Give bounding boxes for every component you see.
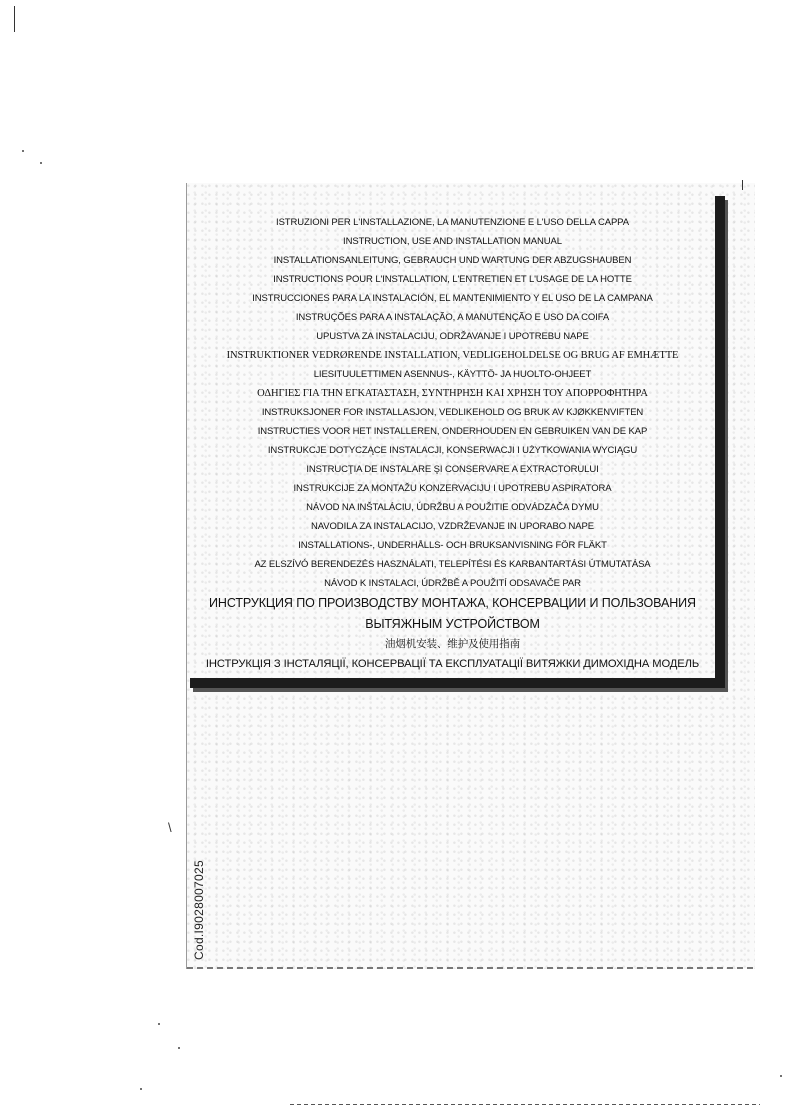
title-line-cs: NÁVOD K INSTALACI, ÚDRŽBĚ A POUŽITÍ ODSAVAČE PAR bbox=[324, 578, 581, 589]
title-line-it: ISTRUZIONI PER L'INSTALLAZIONE, LA MANUTENZIONE E L'USO DELLA CAPPA bbox=[276, 217, 629, 228]
title-line-hr: UPUSTVA ZA INSTALACIJU, ODRŽAVANJE I UPOTREBU NAPE bbox=[316, 331, 589, 342]
title-line-de: INSTALLATIONSANLEITUNG, GEBRAUCH UND WARTUNG DER ABZUGSHAUBEN bbox=[273, 255, 632, 266]
scan-mark bbox=[742, 180, 743, 190]
title-line-sr: INSTRUKCIJE ZA MONTAŽU KONZERVACIJU I UPOTREBU ASPIRATORA bbox=[293, 483, 612, 494]
title-line-ro: INSTRUCŢIA DE INSTALARE ŞI CONSERVARE A EXTRACTORULUI bbox=[306, 464, 599, 475]
title-line-sv: INSTALLATIONS-, UNDERHÅLLS- OCH BRUKSANVISNING FÖR FLÄKT bbox=[298, 540, 607, 551]
title-line-hu: AZ ELSZÍVÓ BERENDEZÉS HASZNÁLATI, TELEPÍTÉSI ÉS KARBANTARTÁSI ÚTMUTATÁSA bbox=[254, 559, 651, 570]
title-line-sl: NAVODILA ZA INSTALACIJO, VZDRŽEVANJE IN UPORABO NAPE bbox=[310, 521, 595, 532]
title-line-sk: NÁVOD NA INŠTALÁCIU, ÚDRŽBU A POUŽITIE ODVÁDZAČA DYMU bbox=[306, 502, 599, 513]
title-line-pt: INSTRUÇÕES PARA A INSTALAÇÃO, A MANUTENÇÃO E USO DA COIFA bbox=[295, 312, 610, 323]
scan-speck bbox=[178, 1047, 180, 1049]
scan-speck bbox=[140, 1088, 142, 1090]
title-line-da: INSTRUKTIONER VEDRØRENDE INSTALLATION, VEDLIGEHOLDELSE OG BRUG AF EMHÆTTE bbox=[226, 350, 679, 361]
title-line-fr: INSTRUCTIONS POUR L'INSTALLATION, L'ENTRETIEN ET L'USAGE DE LA HOTTE bbox=[273, 274, 632, 285]
scan-mark bbox=[14, 6, 15, 32]
scan-speck bbox=[158, 1023, 160, 1025]
document-code-label: Cod.I9028007025 bbox=[192, 860, 206, 960]
title-line-zh: 油烟机安装、维护及使用指南 bbox=[384, 638, 521, 650]
title-line-ru-2: ВЫТЯЖНЫМ УСТРОЙСТВОМ bbox=[365, 617, 540, 631]
scan-speck bbox=[40, 162, 42, 164]
title-line-ru-1: ИНСТРУКЦИЯ ПО ПРОИЗВОДСТВУ МОНТАЖА, КОНСЕРВАЦИИ И ПОЛЬЗОВАНИЯ bbox=[209, 596, 696, 610]
scan-speck bbox=[22, 150, 24, 152]
scan-speck bbox=[780, 1075, 782, 1077]
scan-mark-line bbox=[290, 1104, 760, 1105]
title-line-en: INSTRUCTION, USE AND INSTALLATION MANUAL bbox=[343, 236, 562, 247]
title-line-el: ΟΔΗΓΙΕΣ ΓΙΑ ΤΗΝ ΕΓΚΑΤΑΣΤΑΣΗ, ΣΥΝΤΗΡΗΣΗ ΚΑΙ ΧΡΗΣΗ ΤΟΥ ΑΠΟΡΡΟΦΗΤΗΡΑ bbox=[257, 388, 648, 399]
title-lines bbox=[190, 213, 715, 675]
title-line-no: INSTRUKSJONER FOR INSTALLASJON, VEDLIKEHOLD OG BRUK AV KJØKKENVIFTEN bbox=[261, 407, 644, 418]
title-line-fi: LIESITUULETTIMEN ASENNUS-, KÄYTTÖ- JA HUOLTO-OHJEET bbox=[313, 369, 592, 380]
title-line-uk: ІНСТРУКЦІЯ З ІНСТАЛЯЦІЇ, КОНСЕРВАЦІЇ ТА ЕКСПЛУАТАЦІЇ ВИТЯЖКИ ДИМОХІДНА МОДЕЛЬ bbox=[205, 658, 700, 670]
scan-mark-slash: \ bbox=[168, 820, 172, 835]
title-line-nl: INSTRUCTIES VOOR HET INSTALLEREN, ONDERHOUDEN EN GEBRUIKEN VAN DE KAP bbox=[257, 426, 648, 437]
title-line-pl: INSTRUKCJE DOTYCZĄCE INSTALACJI, KONSERWACJI I UŻYTKOWANIA WYCIĄGU bbox=[267, 445, 638, 456]
title-line-es: INSTRUCCIONES PARA LA INSTALACIÓN, EL MANTENIMIENTO Y EL USO DE LA CAMPANA bbox=[252, 293, 653, 304]
